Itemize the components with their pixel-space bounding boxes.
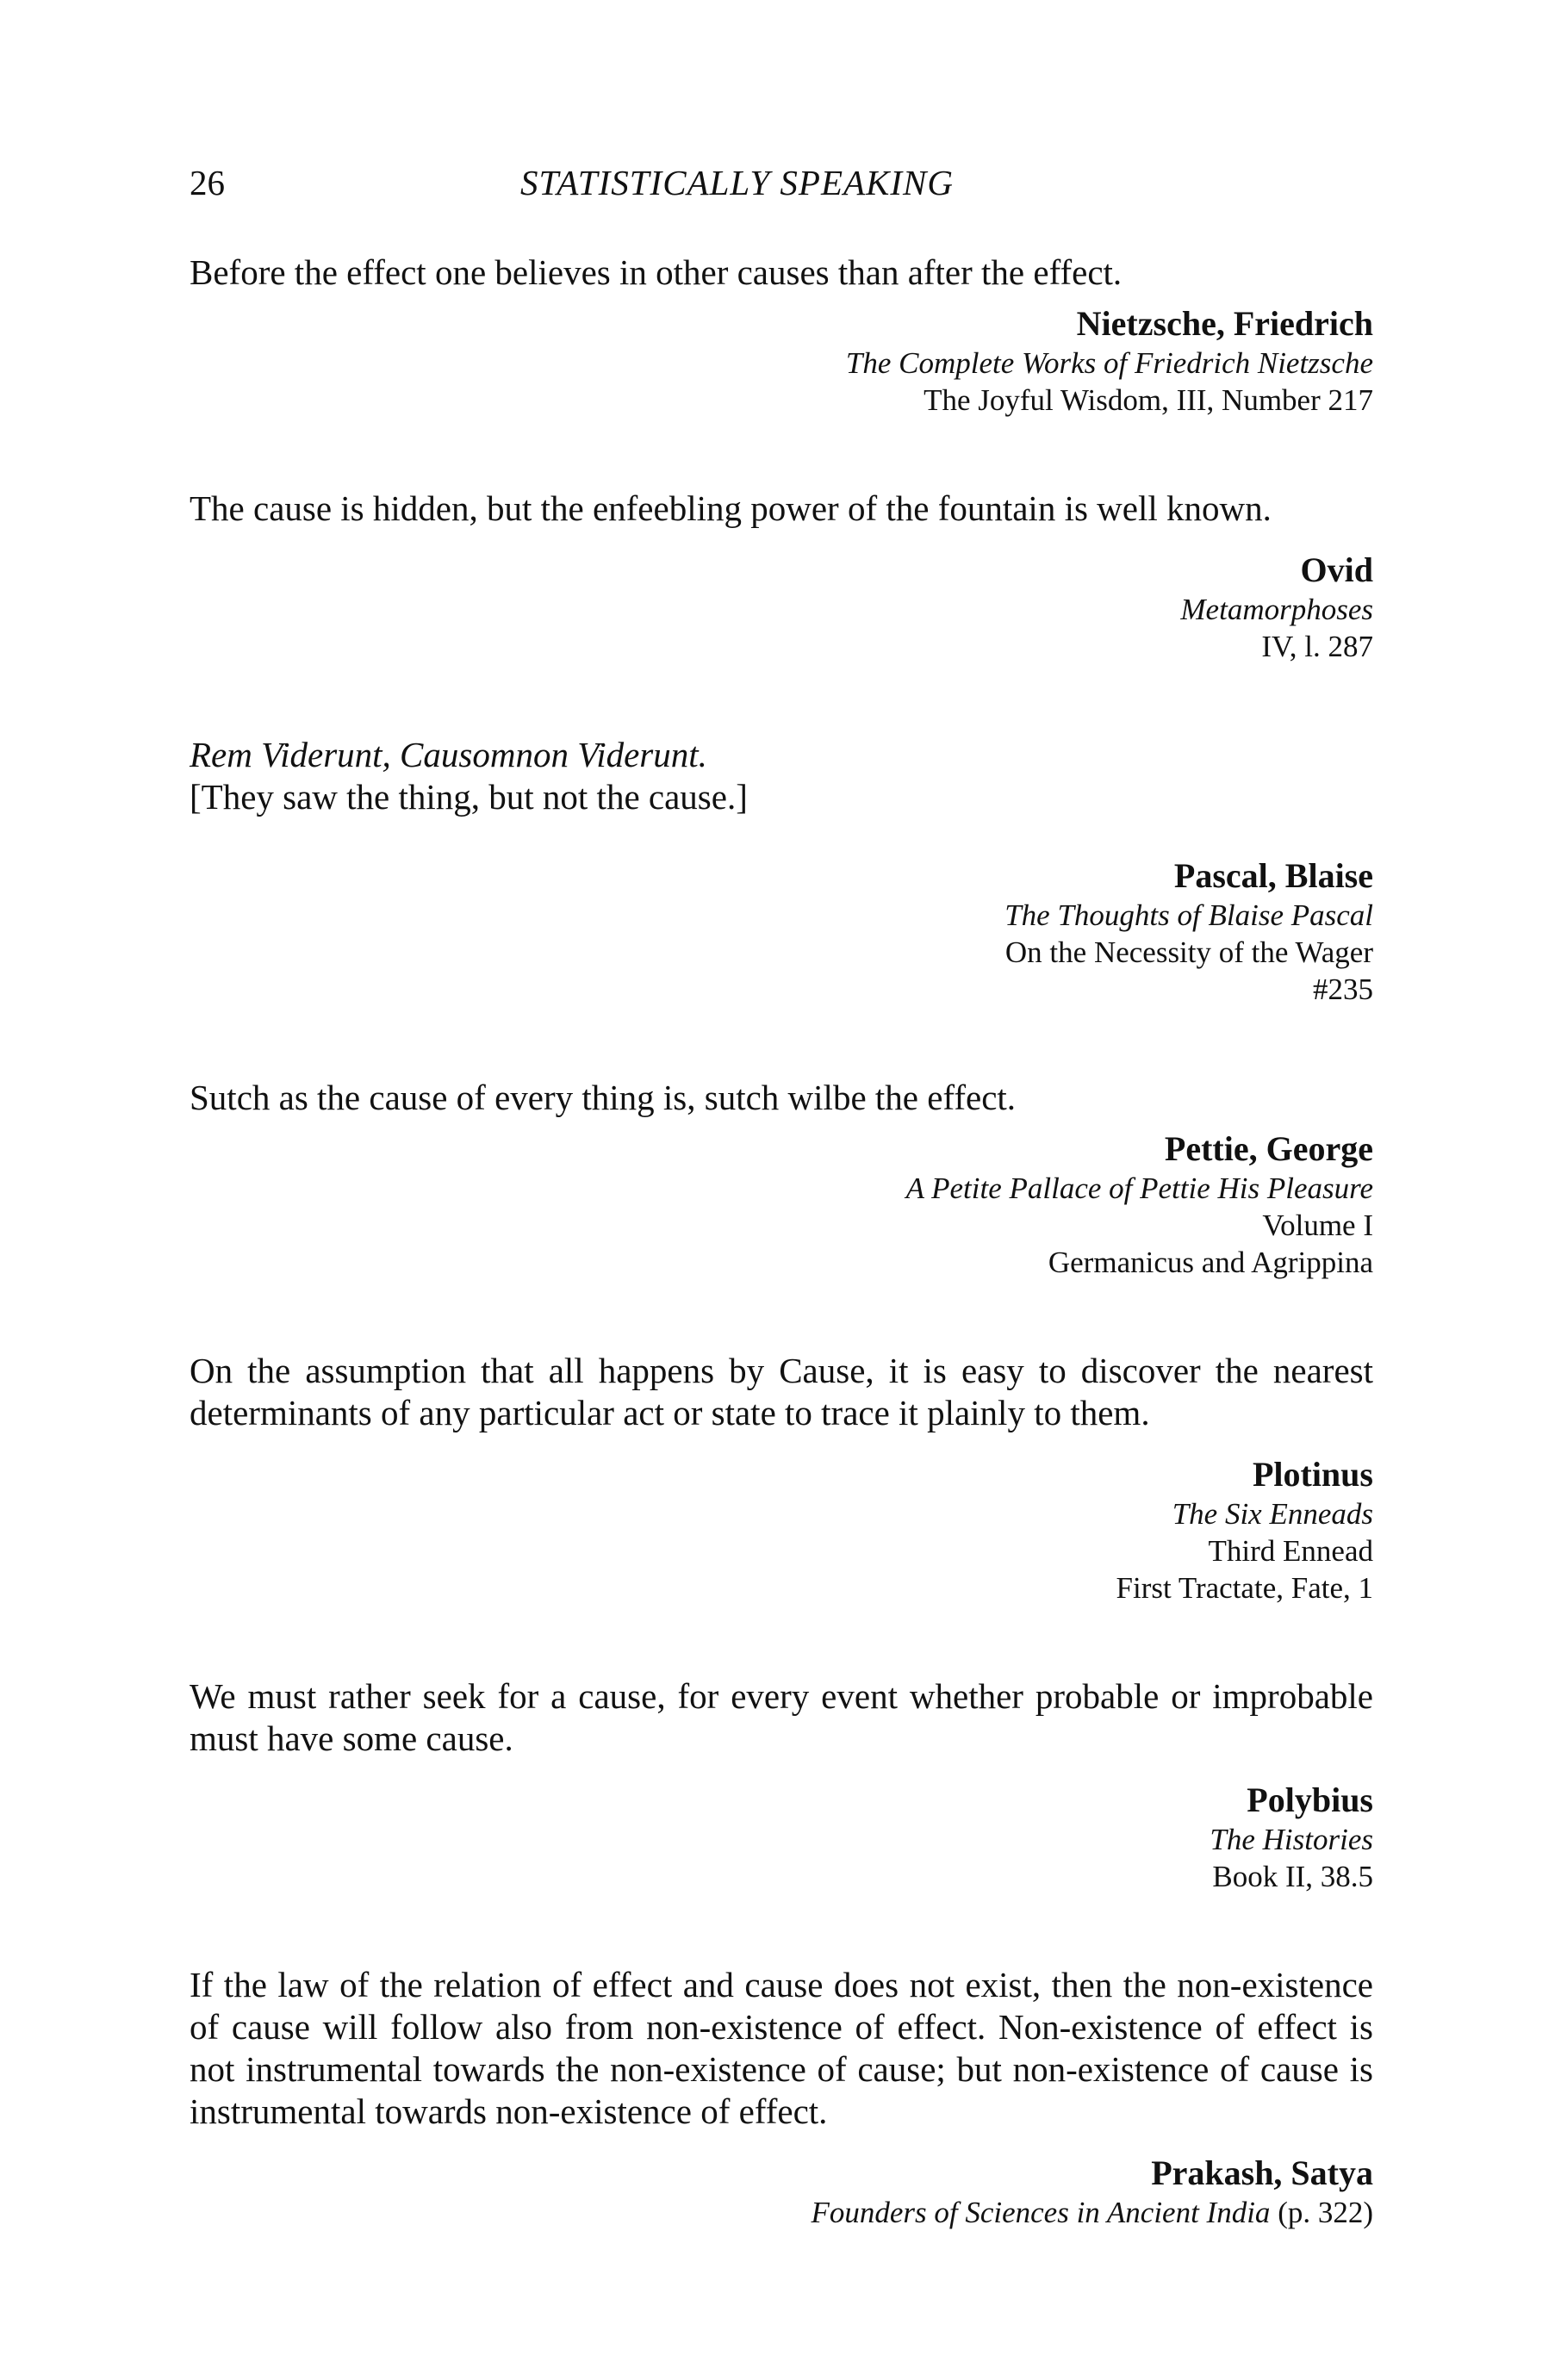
source-title: A Petite Pallace of Pettie His Pleasure — [905, 1171, 1373, 1205]
source-title: The Histories — [1210, 1823, 1373, 1856]
quote-latin: Rem Viderunt, Causomnon Viderunt. — [190, 735, 707, 774]
attribution — [190, 549, 1373, 665]
book-page — [190, 0, 1373, 2380]
source-detail: IV, l. 287 — [1261, 630, 1373, 663]
attribution — [190, 1453, 1373, 1606]
source-title: The Thoughts of Blaise Pascal — [1004, 898, 1373, 932]
quote-text — [190, 734, 1373, 818]
source-detail: Third Ennead — [1208, 1534, 1373, 1568]
quotation-entry — [190, 1077, 1373, 1281]
author-name: Pascal, Blaise — [1173, 856, 1373, 895]
running-title: STATISTICALLY SPEAKING — [520, 163, 955, 202]
author-name: Nietzsche, Friedrich — [1076, 304, 1373, 343]
attribution — [190, 2152, 1373, 2231]
author-name: Pettie, George — [1164, 1129, 1373, 1168]
source-detail: #235 — [1313, 973, 1373, 1006]
quotation-entry — [190, 488, 1373, 665]
quotation-list — [190, 252, 1373, 2300]
quote-translation: [They saw the thing, but not the cause.] — [190, 777, 748, 817]
quote-text: On the assumption that all happens by Cause, it is easy to discover the nearest determinants of any particular act or state to trace it plainly to them. — [190, 1351, 1373, 1432]
author-name: Prakash, Satya — [1151, 2153, 1373, 2192]
attribution — [190, 302, 1373, 419]
attribution — [190, 1779, 1373, 1895]
page-number: 26 — [190, 163, 225, 202]
author-name: Ovid — [1300, 550, 1373, 589]
quotation-entry — [190, 734, 1373, 1008]
source-title: Founders of Sciences in Ancient India — [811, 2196, 1271, 2229]
quotation-entry — [190, 1964, 1373, 2231]
quote-text: The cause is hidden, but the enfeebling power of the fountain is well known. — [190, 488, 1272, 528]
source-detail: On the Necessity of the Wager — [1004, 935, 1373, 969]
running-head — [190, 162, 1373, 214]
quote-text: We must rather seek for a cause, for every event whether probable or improbable must have some cause. — [190, 1676, 1373, 1758]
source-detail: Germanicus and Agrippina — [1048, 1246, 1373, 1279]
quote-text: Before the effect one believes in other causes than after the effect. — [190, 252, 1123, 292]
source-detail: Volume I — [1262, 1209, 1373, 1242]
quote-text: If the law of the relation of effect and cause does not exist, then the non-existence of cause will follow also from non-existence of effect. Non-existence of effect is not instrumental towards the non-existence of cause; but non-existence of cause is instrumental towards non-existence of effect. — [190, 1965, 1373, 2131]
source-citation — [190, 2194, 1373, 2231]
attribution — [190, 854, 1373, 1008]
quotation-entry — [190, 252, 1373, 419]
source-page: (p. 322) — [1278, 2196, 1373, 2229]
quotation-entry — [190, 1350, 1373, 1606]
source-detail: Book II, 38.5 — [1212, 1860, 1373, 1893]
quote-text: Sutch as the cause of every thing is, sutch wilbe the effect. — [190, 1078, 1017, 1117]
source-title: Metamorphoses — [1180, 593, 1373, 626]
quotation-entry — [190, 1675, 1373, 1895]
attribution — [190, 1128, 1373, 1281]
author-name: Polybius — [1247, 1780, 1373, 1819]
source-detail: The Joyful Wisdom, III, Number 217 — [924, 383, 1373, 417]
source-detail: First Tractate, Fate, 1 — [1116, 1571, 1373, 1605]
source-title: The Complete Works of Friedrich Nietzsche — [845, 346, 1373, 380]
source-title: The Six Enneads — [1172, 1497, 1373, 1531]
author-name: Plotinus — [1252, 1455, 1373, 1494]
